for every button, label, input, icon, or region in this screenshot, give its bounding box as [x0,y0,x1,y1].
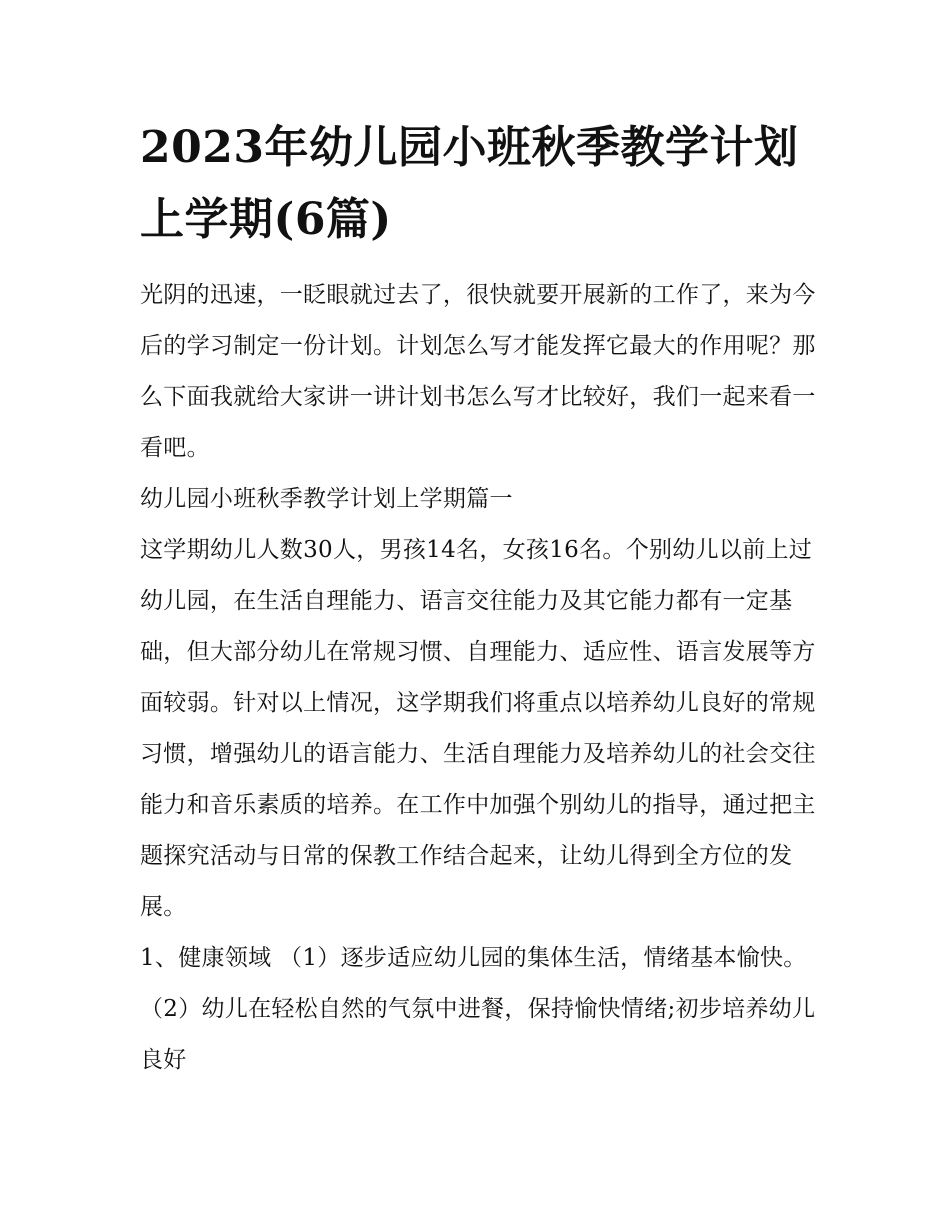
section-heading: 幼儿园小班秋季教学计划上学期篇一 [140,486,513,512]
intro-paragraph: 光阴的迅速，一眨眼就过去了，很快就要开展新的工作了，来为今后的学习制定一份计划。计划怎么写才能发挥它最大的作用呢？那么下面我就给大家讲一讲计划书怎么写才比较好，我们一起来看一看吧。 [140,282,816,461]
body-paragraph: 这学期幼儿人数30人，男孩14名，女孩16名。个别幼儿以前上过幼儿园，在生活自理能力、语言交往能力及其它能力都有一定基础，但大部分幼儿在常规习惯、自理能力、适应性、语言发展等方面较弱。针对以上情况，这学期我们将重点以培养幼儿良好的常规习惯，增强幼儿的语言能力、生活自理能力及培养幼儿的社会交往能力和音乐素质的培养。在工作中加强个别幼儿的指导，通过把主题探究活动与日常的保教工作结合起来，让幼儿得到全方位的发展。 [140,537,816,920]
health-domain-paragraph: 1、健康领域 （1）逐步适应幼儿园的集体生活，情绪基本愉快。 （2）幼儿在轻松自然的气氛中进餐，保持愉快情绪;初步培养幼儿良好 [140,945,816,1073]
document-body [140,112,816,1086]
document-title: 2023年幼儿园小班秋季教学计划上学期(6篇) [140,122,799,245]
